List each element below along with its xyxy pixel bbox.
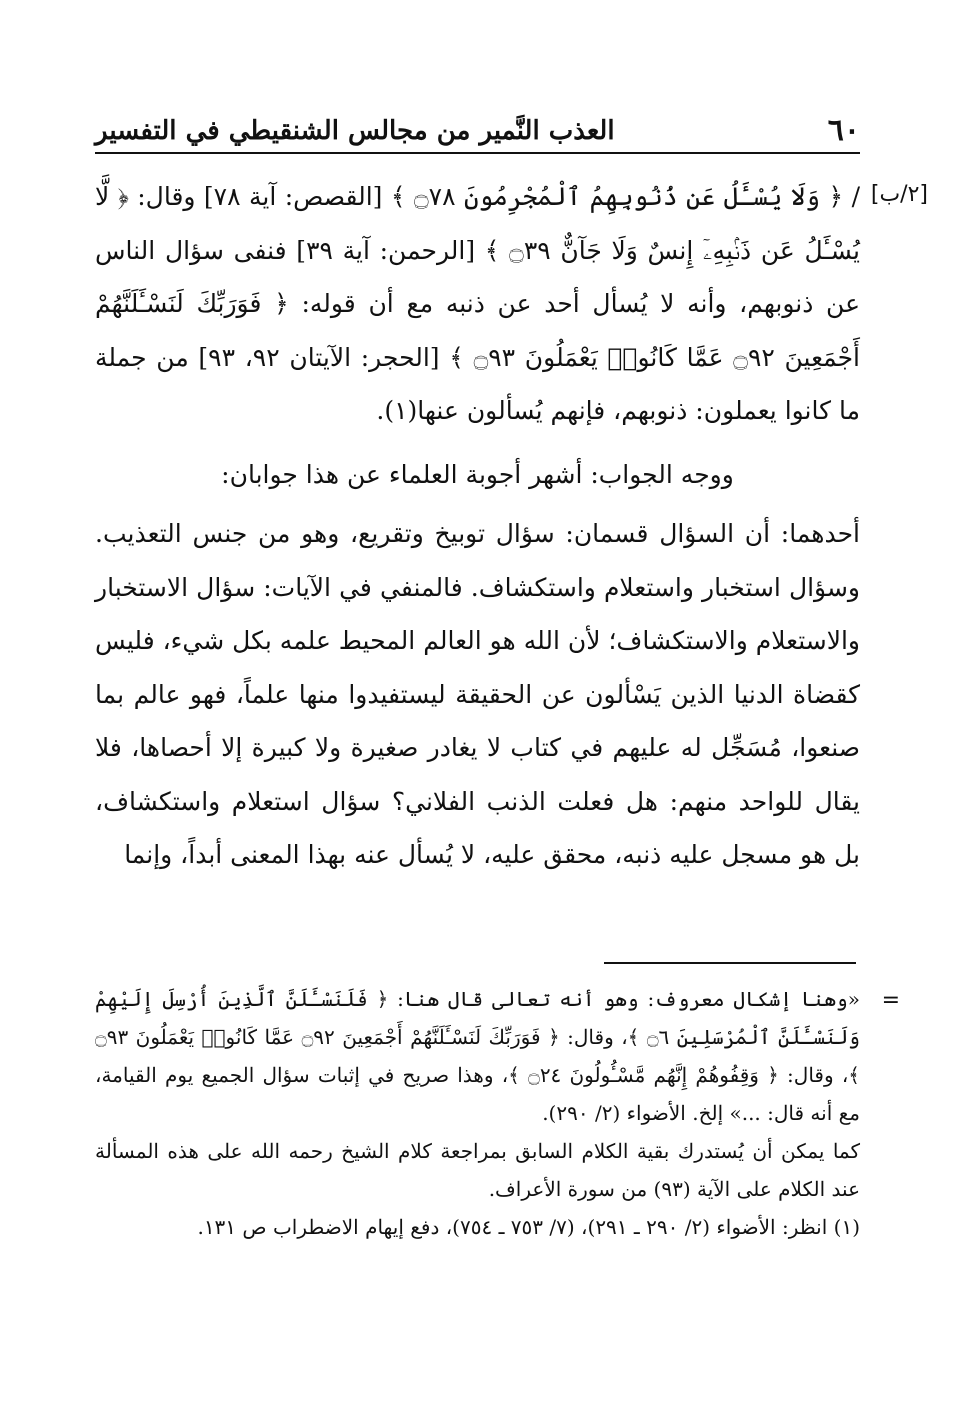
footnote-continued: «وهنا إشكال معروف: وهو أنه تعالى قال هنا: ﴿ فَلَنَسْـَٔلَنَّ ٱلَّذِينَ أُرْسِلَ إِلَيْهِمْ وَلَنَسْـَٔلَنَّ ٱلْمُرْسَلِينَ ۝٦ ﴾، وقال: ﴿ فَوَرَبِّكَ لَنَسْـَٔلَنَّهُمْ أَجْمَعِينَ ۝٩٢ عَمَّا كَانُوا۟ يَعْمَلُونَ ۝٩٣ ﴾، وقال: ﴿ وَقِفُوهُمْ إِنَّهُم مَّسْـُٔولُونَ ۝٢٤ ﴾، وهذا صريح في إثبات سؤال الجميع يوم القيامة، مع أنه قال: ...» إلخ. الأضواء (٢/ ٢٩٠). (95, 987, 861, 1125)
paragraph-1: / ﴿ وَلَا يُسْـَٔلُ عَن ذُنُوبِهِمُ ٱلْمُجْرِمُونَ ۝٧٨ ﴾ [القصص: آية ٧٨] وقال: ﴿ لَّا يُسْـَٔلُ عَن ذَنۢبِهِۦٓ إِنسٌ وَلَا جَآنٌّ ۝٣٩ ﴾ [الرحمن: آية ٣٩] فنفى سؤال الناس عن ذنوبهم، وأنه لا يُسأل أحد عن ذنبه مع أن قوله: ﴿ فَوَرَبِّكَ لَنَسْـَٔلَنَّهُمْ أَجْمَعِينَ ۝٩٢ عَمَّا كَانُوا۟ يَعْمَلُونَ ۝٩٣ ﴾ [الحجر: الآيتان ٩٢، ٩٣] من جملة ما كانوا يعملون: ذنوبهم، فإنهم يُسألون عنها(١). (95, 182, 861, 425)
footnote-1: (١) انظر: الأضواء (٢/ ٢٩٠ ـ ٢٩١)، (٧/ ٧٥٣ ـ ٧٥٤)، دفع إيهام الاضطراب ص ١٣١. (197, 1215, 860, 1239)
footnote-divider (604, 962, 856, 964)
page-header (95, 108, 860, 154)
page-number: ٦٠ (827, 113, 860, 148)
paragraph-2: ووجه الجواب: أشهر أجوبة العلماء عن هذا جوابان: (221, 459, 734, 489)
manuscript-folio-mark: [٢/ب] (870, 182, 928, 207)
footnote-continuation-mark: = (881, 988, 900, 1013)
main-text (95, 170, 860, 882)
footnote-continued-2: كما يمكن أن يُستدرك بقية الكلام السابق بمراجعة كلام الشيخ رحمه الله على هذه المسألة عند الكلام على الآية (٩٣) من سورة الأعراف. (95, 1139, 860, 1201)
running-title: العذب النَّمير من مجالس الشنقيطي في التفسير (95, 116, 615, 146)
footnotes (95, 980, 860, 1246)
paragraph-3: أحدهما: أن السؤال قسمان: سؤال توبيخ وتقريع، وهو من جنس التعذيب. وسؤال استخبار واستعلام واستكشاف. فالمنفي في الآيات: سؤال الاستخبار والاستعلام والاستكشاف؛ لأن الله هو العالم المحيط علمه بكل شيء، فليس كقضاة الدنيا الذين يَسْألون عن الحقيقة ليستفيدوا منها علماً، فهو عالم بما صنعوا، مُسَجِّل له عليهم في كتاب لا يغادر صغيرة ولا كبيرة إلا أحصاها، فلا يقال للواحد منهم: هل فعلت الذنب الفلاني؟ سؤال استعلام واستكشاف، بل هو مسجل عليه ذنبه، محقق عليه، لا يُسأل عنه بهذا المعنى أبداً، وإنما (95, 519, 860, 869)
